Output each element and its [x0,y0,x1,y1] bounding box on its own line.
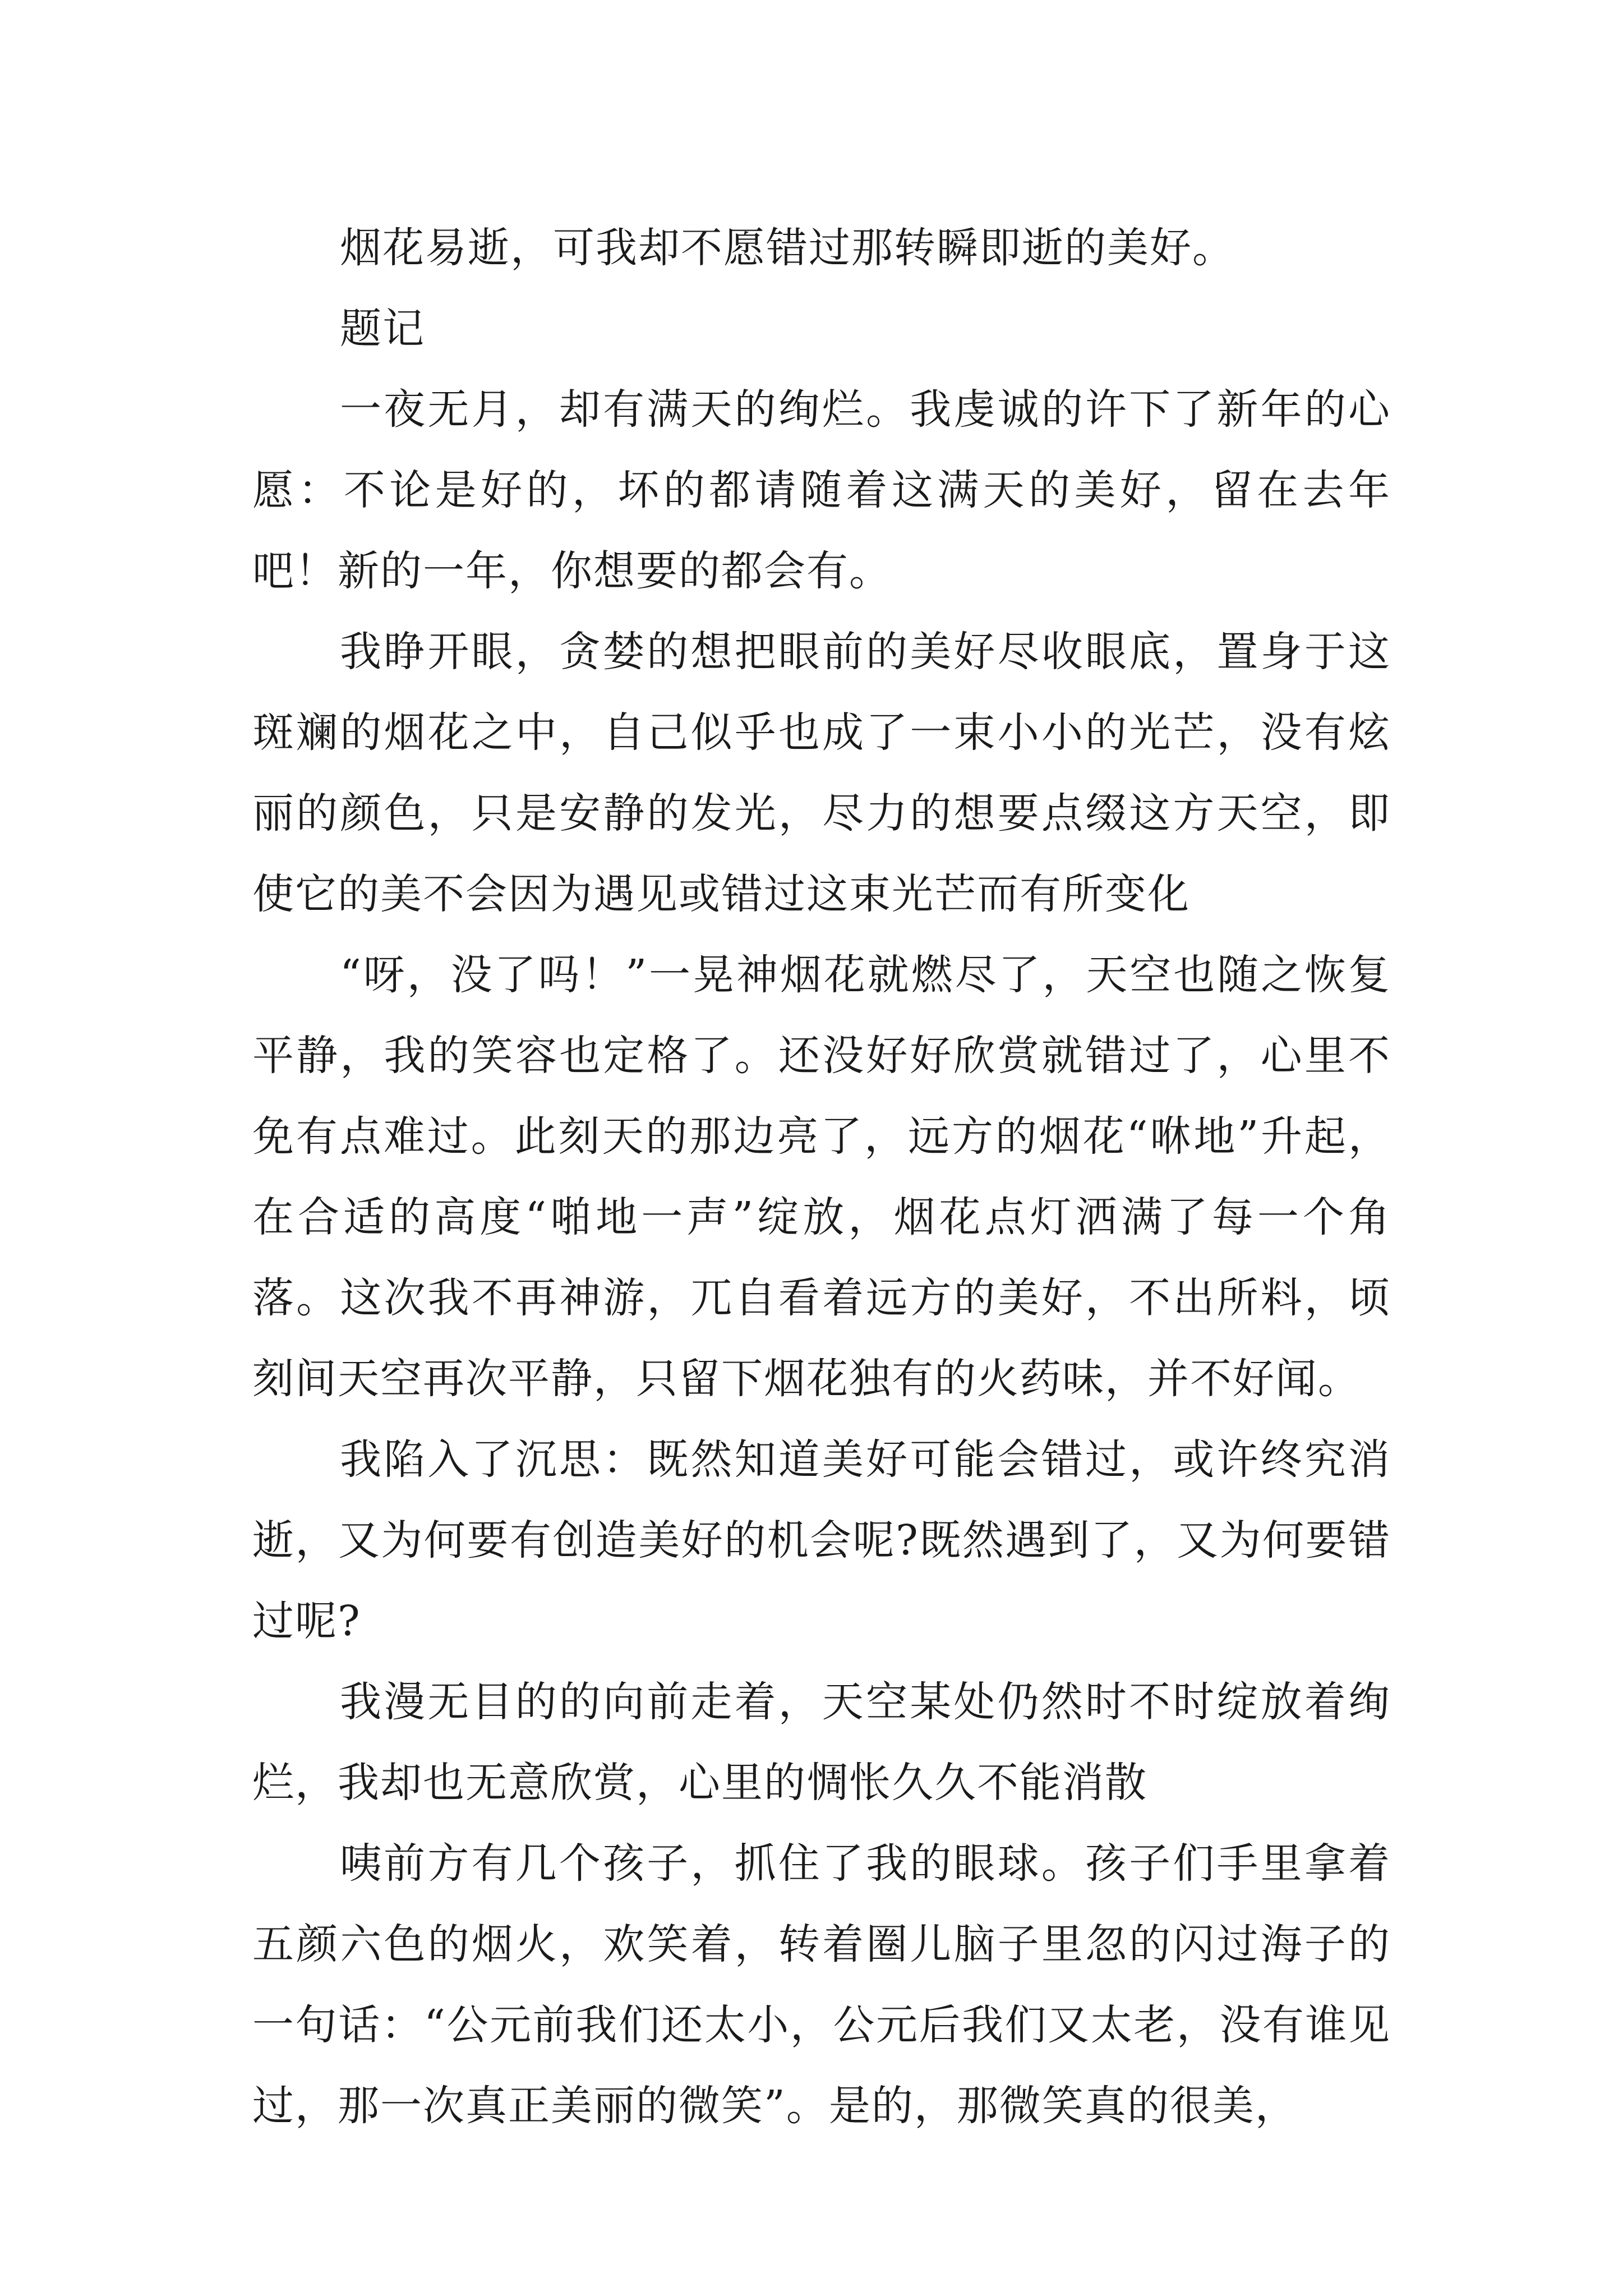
paragraph: 我睁开眼，贪婪的想把眼前的美好尽收眼底，置身于这斑斓的烟花之中，自己似乎也成了一束小小的光芒，没有炫丽的颜色，只是安静的发光，尽力的想要点缀这方天空，即使它的美不会因为遇见或错过这束光芒而有所变化 [252,628,1391,918]
paragraph: 我漫无目的的向前走着，天空某处仍然时不时绽放着绚烂，我却也无意欣赏，心里的惆怅久久不能消散 [252,1678,1391,1807]
paragraph-epigraph-label: 题记 [340,305,425,353]
paragraph: “呀，没了吗！”一晃神烟花就燃尽了，天空也随之恢复平静，我的笑容也定格了。还没好好欣赏就错过了，心里不免有点难过。此刻天的那边亮了，远方的烟花“咻地”升起，在合适的高度“啪地一声”绽放，烟花点灯洒满了每一个角落。这次我不再神游，兀自看着远方的美好，不出所料，顷刻间天空再次平静，只留下烟花独有的火药味，并不好闻。 [252,951,1391,1403]
paragraph: 咦前方有几个孩子，抓住了我的眼球。孩子们手里拿着五颜六色的烟火，欢笑着，转着圈儿脑子里忽的闪过海子的一句话：“公元前我们还太小，公元后我们又太老，没有谁见过，那一次真正美丽的微笑”。是的，那微笑真的很美， [252,1839,1391,2130]
paragraph-epigraph: 烟花易逝，可我却不愿错过那转瞬即逝的美好。 [340,224,1235,272]
paragraph: 一夜无月，却有满天的绚烂。我虔诚的许下了新年的心愿：不论是好的，坏的都请随着这满天的美好，留在去年吧！新的一年，你想要的都会有。 [252,385,1391,595]
article-body [252,208,1391,2146]
paragraph: 我陷入了沉思：既然知道美好可能会错过，或许终究消逝，又为何要有创造美好的机会呢?既然遇到了，又为何要错过呢? [252,1435,1391,1645]
